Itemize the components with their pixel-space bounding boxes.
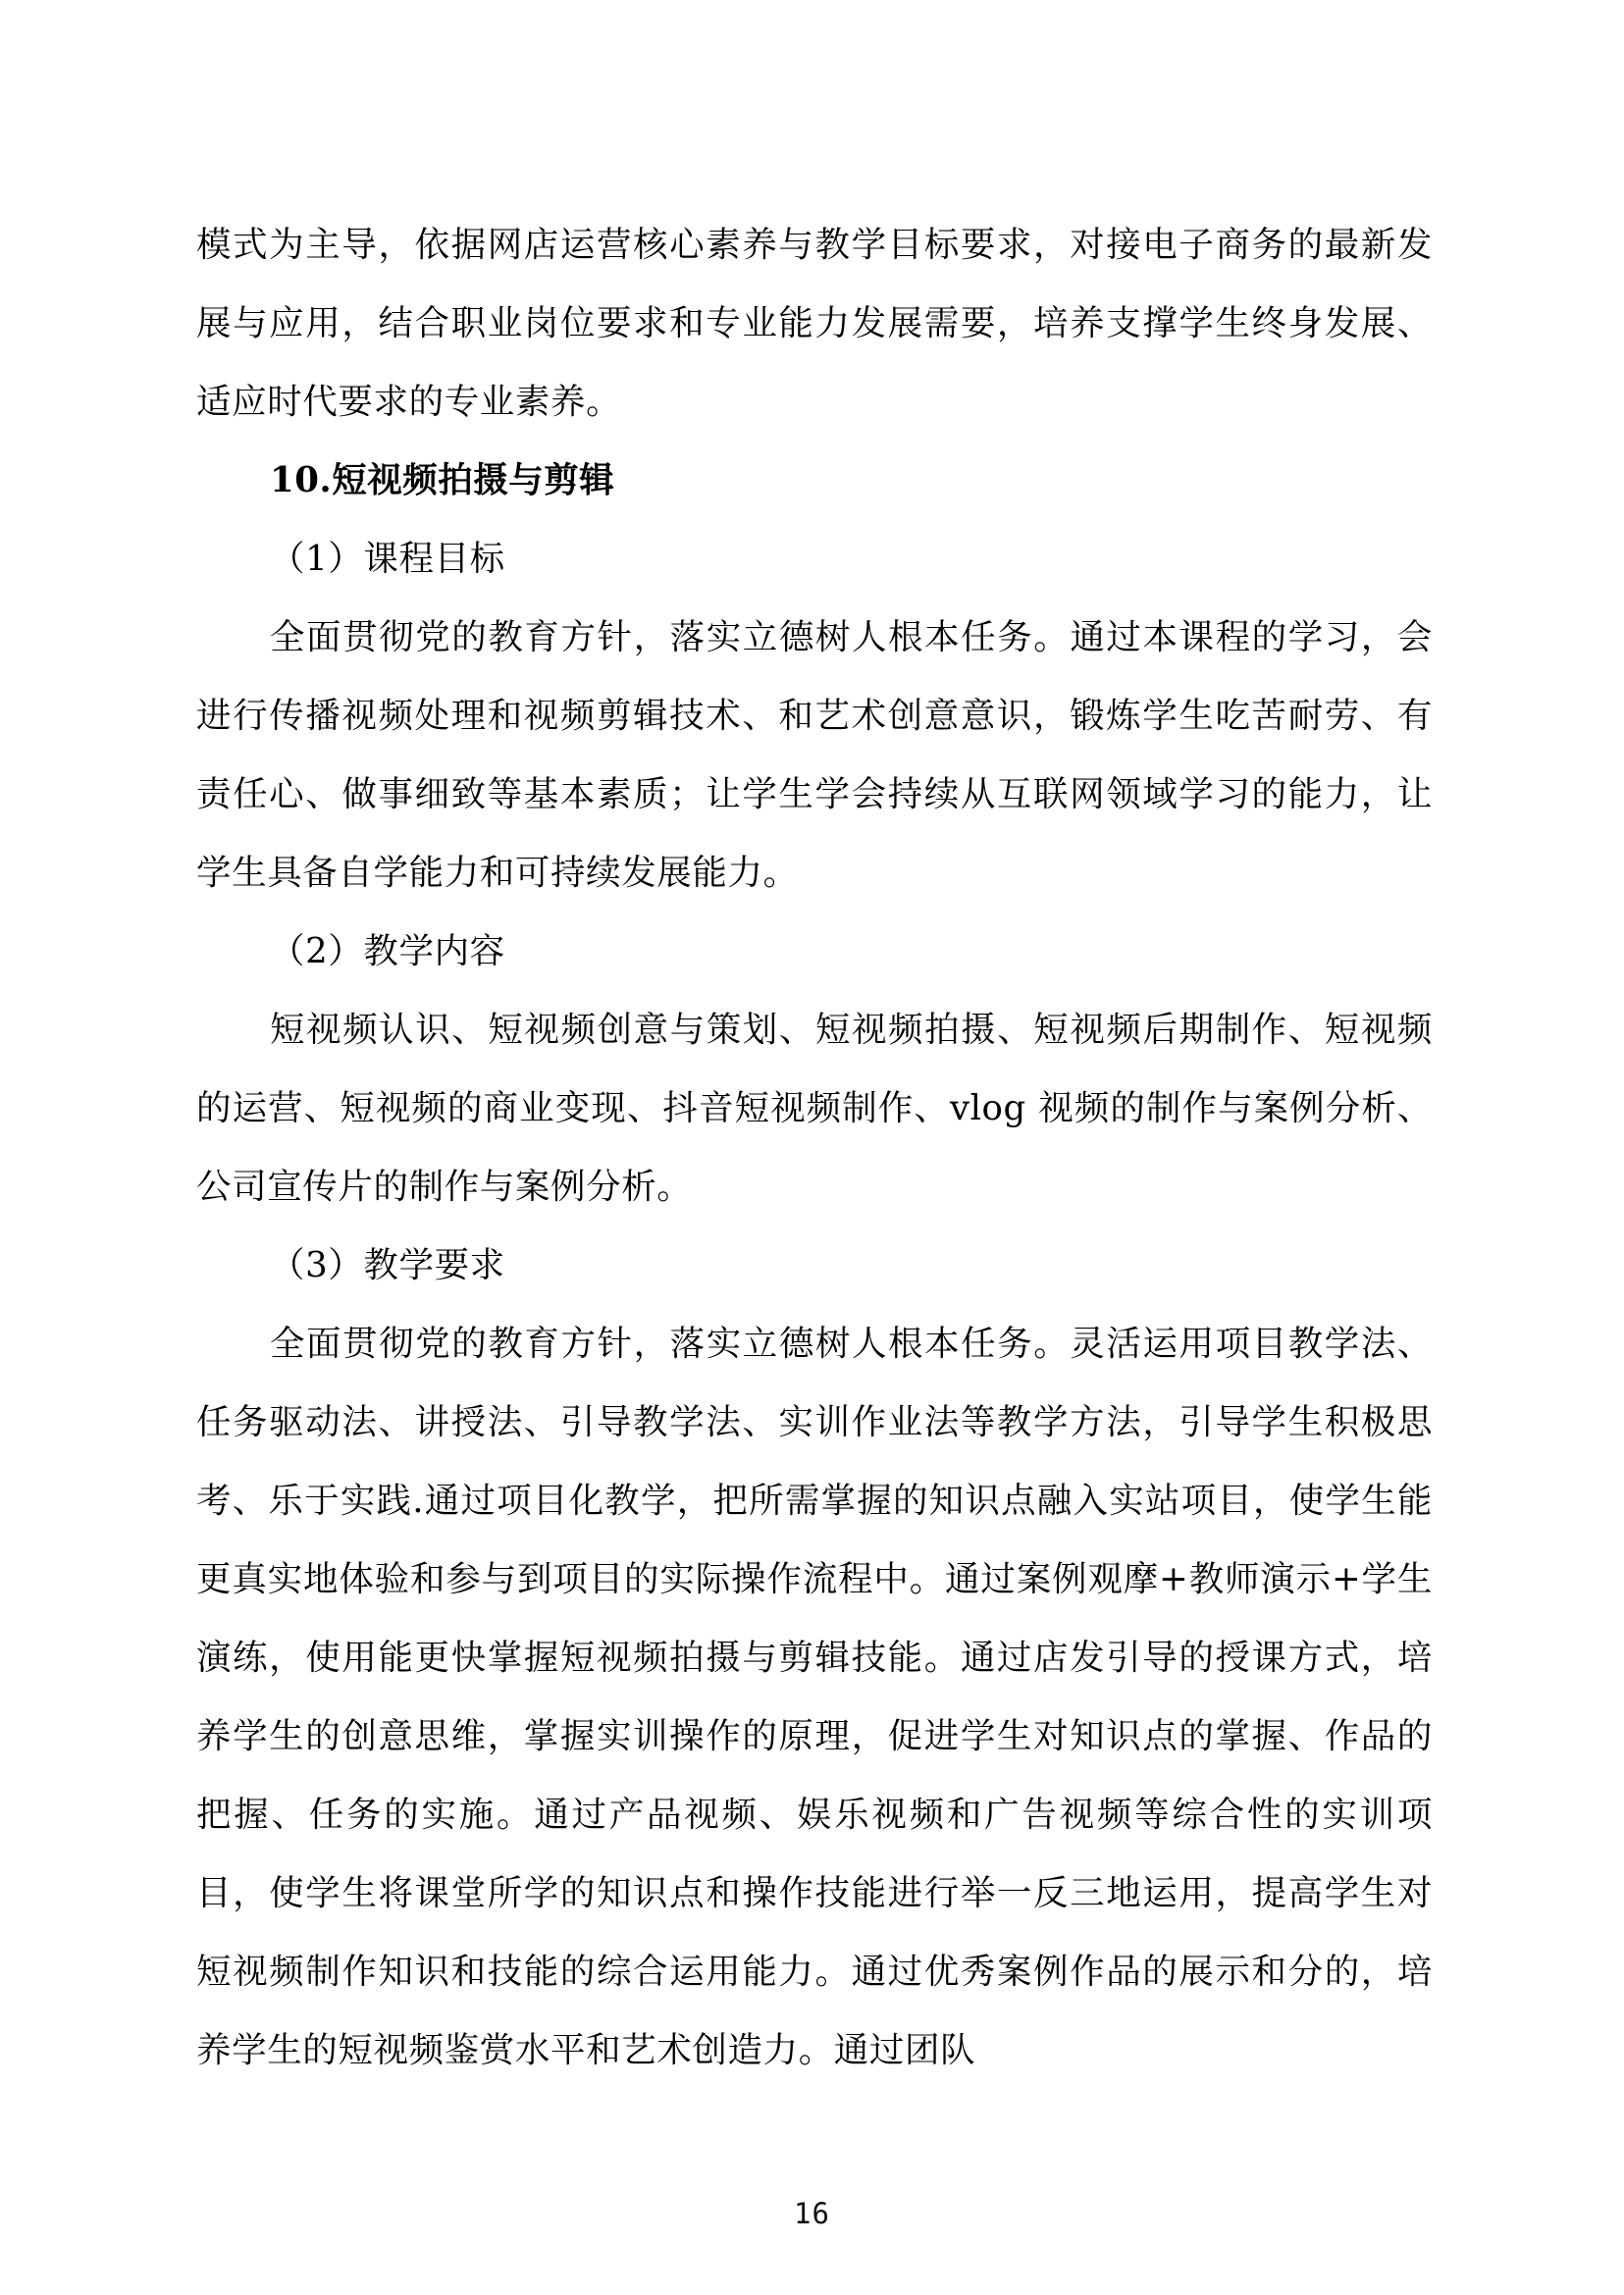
paragraph-continued: 模式为主导，依据网店运营核心素养与教学目标要求，对接电子商务的最新发展与应用，结合职业岗位要求和专业能力发展需要，培养支撑学生终身发展、适应时代要求的专业素养。 [196, 225, 1433, 422]
paragraph-course-goal: 全面贯彻党的教育方针，落实立德树人根本任务。通过本课程的学习，会进行传播视频处理和视频剪辑技术、和艺术创意意识，锻炼学生吃苦耐劳、有责任心、做事细致等基本素质；让学生学会持续从互联网领域学习的能力，让学生具备自学能力和可持续发展能力。 [196, 617, 1433, 893]
paragraph-teaching-requirements: 全面贯彻党的教育方针，落实立德树人根本任务。灵活运用项目教学法、任务驱动法、讲授法、引导教学法、实训作业法等教学方法，引导学生积极思考、乐于实践.通过项目化教学，把所需掌握的知识点融入实站项目，使学生能更真实地体验和参与到项目的实际操作流程中。通过案例观摩+教师演示+学生演练，使用能更快掌握短视频拍摄与剪辑技能。通过店发引导的授课方式，培养学生的创意思维，掌握实训操作的原理，促进学生对知识点的掌握、作品的把握、任务的实施。通过产品视频、娱乐视频和广告视频等综合性的实训项目，使学生将课堂所学的知识点和操作技能进行举一反三地运用，提高学生对短视频制作知识和技能的综合运用能力。通过优秀案例作品的展示和分的，培养学生的短视频鉴赏水平和艺术创造力。通过团队 [196, 1324, 1433, 2070]
document-body [196, 206, 1433, 2090]
page-number: 16 [794, 2197, 830, 2230]
paragraph-teaching-content: 短视频认识、短视频创意与策划、短视频拍摄、短视频后期制作、短视频的运营、短视频的商业变现、抖音短视频制作、vlog 视频的制作与案例分析、公司宣传片的制作与案例分析。 [196, 1010, 1433, 1207]
subheading-teaching-content: （2）教学内容 [270, 931, 505, 971]
subheading-teaching-requirements: （3）教学要求 [270, 1245, 505, 1285]
subheading-course-goal: （1）课程目标 [270, 539, 505, 579]
section-heading-10: 10.短视频拍摄与剪辑 [270, 460, 615, 500]
